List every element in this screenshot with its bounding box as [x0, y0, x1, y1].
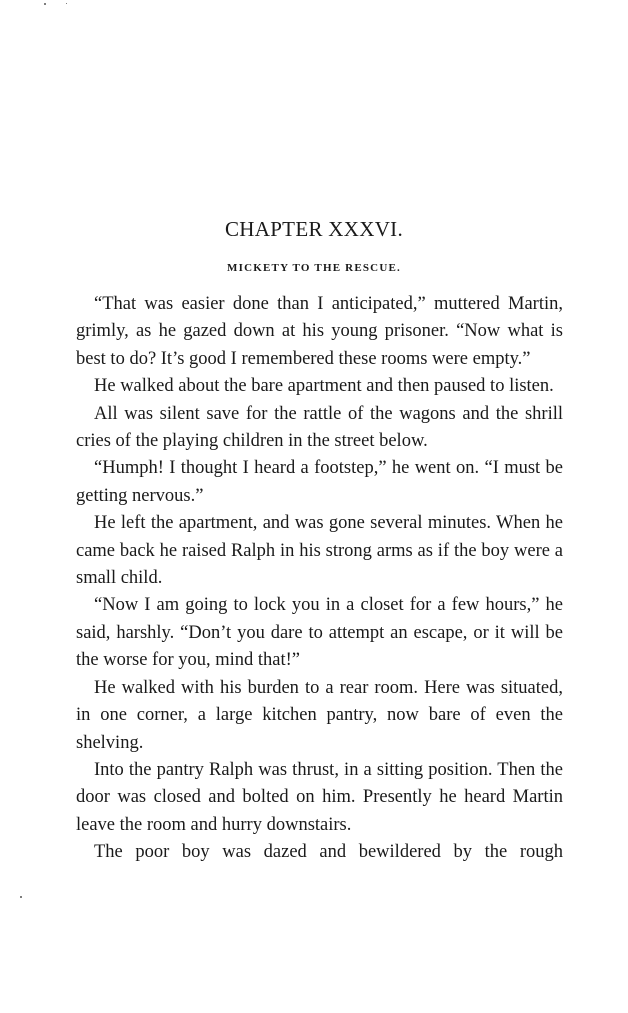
paragraph: He left the apartment, and was gone several minutes. When he came back he raised Ralph in his strong arms as if the boy were a small child.: [76, 513, 563, 589]
scan-speck: [44, 3, 46, 5]
scan-speck: [20, 896, 22, 898]
paragraph: “Humph! I thought I heard a footstep,” he went on. “I must be getting nervous.”: [76, 458, 563, 506]
paragraph: “Now I am going to lock you in a closet for a few hours,” he said, harshly. “Don’t you dare to attempt an escape, or it will be the worse for you, mind that!”: [76, 595, 563, 671]
paragraph: All was silent save for the rattle of the wagons and the shrill cries of the playing children in the street below.: [76, 403, 563, 452]
chapter-title: CHAPTER XXXVI.: [224, 217, 404, 241]
paragraph: He walked about the bare apartment and then paused to listen.: [94, 376, 554, 397]
paragraph: Into the pantry Ralph was thrust, in a sitting position. Then the door was closed and bolted on him. Presently he heard Martin leave the room and hurry downstairs.: [76, 759, 563, 835]
paragraph: The poor boy was dazed and bewildered by the rough: [94, 842, 563, 863]
chapter-subtitle: MICKETY TO THE RESCUE.: [227, 262, 401, 274]
body-text: [76, 291, 563, 867]
paragraph: “That was easier done than I anticipated,” muttered Martin, grimly, as he gazed down at his young prisoner. “Now what is best to do? It’s good I remembered these rooms were empty.”: [76, 294, 563, 369]
paragraph: He walked with his burden to a rear room. Here was situated, in one corner, a large kitchen pantry, now bare of even the shelving.: [76, 677, 563, 753]
scan-speck: [66, 3, 67, 4]
